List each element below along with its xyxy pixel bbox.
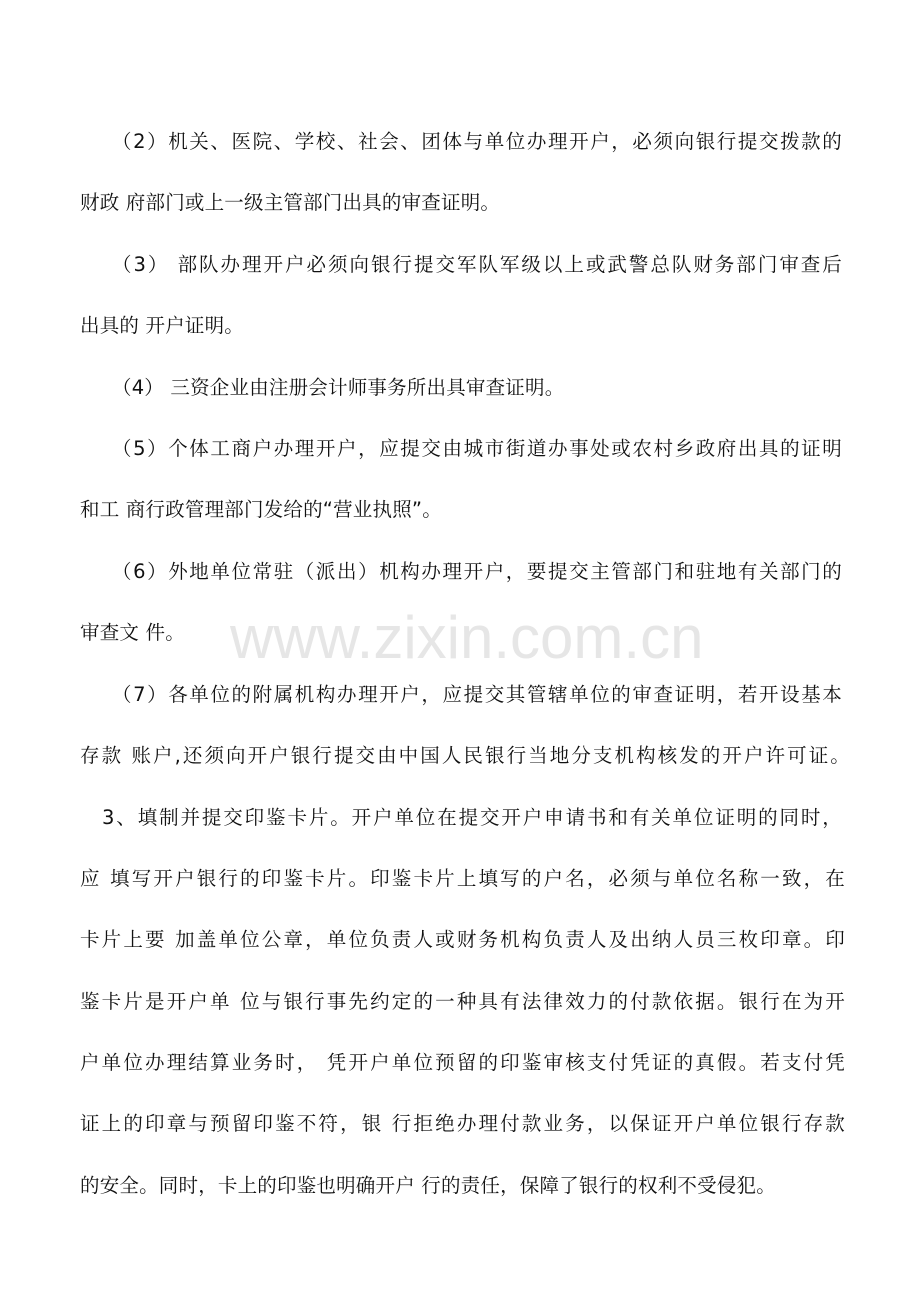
paragraph-8-line-2: 应 填写开户银行的印鉴卡片。印鉴卡片上填写的户名，必须与单位名称一致，在	[80, 867, 845, 890]
paragraph-3-line-2: 出具的 开户证明。	[80, 314, 244, 337]
paragraph-6-line-1: （6）外地单位常驻（派出）机构办理开户，要提交主管部门和驻地有关部门的	[112, 560, 842, 583]
paragraph-5-line-1: （5）个体工商户办理开户，应提交由城市街道办事处或农村乡政府出具的证明	[112, 437, 842, 460]
paragraph-6-line-2: 审查文 件。	[80, 621, 185, 644]
paragraph-8-line-6: 证上的印章与预留印鉴不符，银 行拒绝办理付款业务，以保证开户单位银行存款	[80, 1112, 845, 1135]
paragraph-2-line-2: 财政 府部门或上一级主管部门出具的审查证明。	[80, 191, 501, 214]
watermark-text: www.zixin.com.cn	[230, 604, 704, 671]
paragraph-8-line-3: 卡片上要 加盖单位公章，单位负责人或财务机构负责人及出纳人员三枚印章。印	[80, 928, 845, 951]
paragraph-8-line-4: 鉴卡片是开户单 位与银行事先约定的一种具有法律效力的付款依据。银行在为开	[80, 990, 845, 1013]
paragraph-3-line-1: （3） 部队办理开户必须向银行提交军队军级以上或武警总队财务部门审查后	[112, 253, 842, 276]
paragraph-5-line-2: 和工 商行政管理部门发给的“营业执照”。	[80, 498, 442, 521]
paragraph-7-line-2: 存款 账户,还须向开户银行提交由中国人民银行当地分支机构核发的开户许可证。	[80, 744, 850, 767]
paragraph-2-line-1: （2）机关、医院、学校、社会、团体与单位办理开户，必须向银行提交拨款的	[112, 130, 842, 153]
paragraph-8-line-5: 户单位办理结算业务时， 凭开户单位预留的印鉴审核支付凭证的真假。若支付凭	[80, 1051, 845, 1074]
paragraph-8-line-7: 的安全。同时，卡上的印鉴也明确开户 行的责任，保障了银行的权利不受侵犯。	[80, 1174, 776, 1197]
paragraph-7-line-1: （7）各单位的附属机构办理开户，应提交其管辖单位的审查证明，若开设基本	[112, 683, 842, 706]
paragraph-4-line-1: （4） 三资企业由注册会计师事务所出具审查证明。	[112, 376, 565, 399]
paragraph-8-line-1: 3、填制并提交印鉴卡片。开户单位在提交开户申请书和有关单位证明的同时，	[102, 806, 842, 829]
